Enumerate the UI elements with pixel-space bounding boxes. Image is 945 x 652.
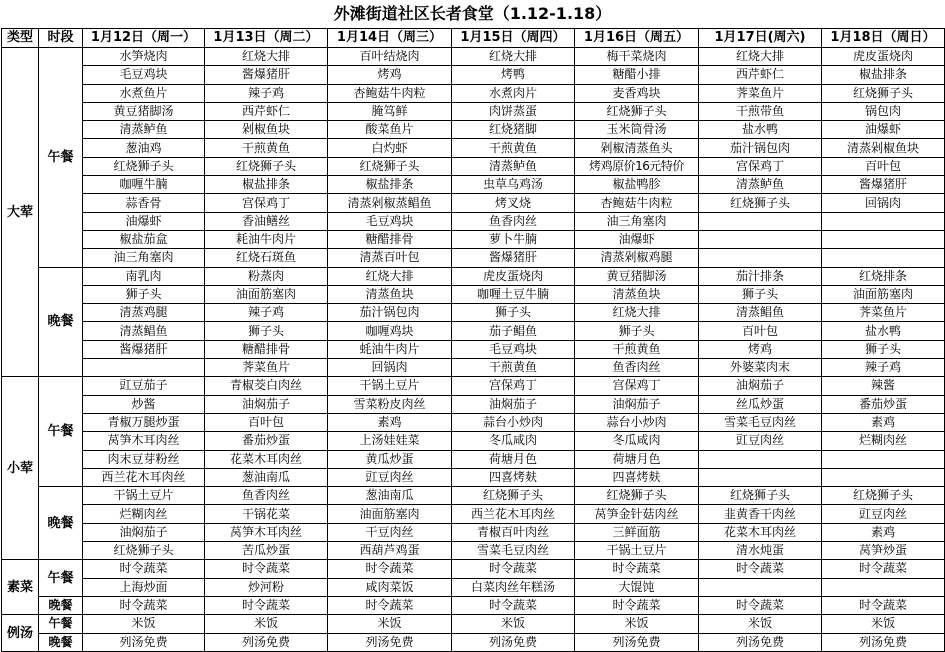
dish-cell: 椒盐茄盒 (83, 230, 205, 248)
dish-cell: 百叶包 (699, 322, 822, 340)
dish-cell: 宫保鸡丁 (699, 157, 822, 175)
table-row (2, 596, 945, 614)
dish-cell: 干锅土豆片 (83, 487, 205, 505)
dish-cell: 水煮肉片 (452, 84, 575, 102)
table-row (2, 176, 945, 194)
dish-cell: 红烧狮子头 (328, 157, 452, 175)
dish-cell: 时令蔬菜 (83, 596, 205, 614)
dish-cell: 椒盐排条 (822, 66, 945, 84)
table-row (2, 157, 945, 175)
dish-cell: 虎皮蛋烧肉 (822, 48, 945, 66)
dish-cell: 酱爆猪肝 (452, 249, 575, 267)
dish-cell: 荷塘月色 (575, 450, 699, 468)
dish-cell: 香油鳝丝 (205, 212, 328, 230)
dish-cell: 清蒸百叶包 (328, 249, 452, 267)
dish-cell: 宫保鸡丁 (205, 194, 328, 212)
dish-cell: 酱爆猪肝 (822, 176, 945, 194)
dish-cell: 蒜台小炒肉 (575, 413, 699, 431)
dish-cell: 油爆虾 (83, 212, 205, 230)
dish-cell: 糖醋排骨 (205, 340, 328, 358)
dish-cell: 葱油鸡 (83, 139, 205, 157)
dish-cell: 油焖茄子 (452, 395, 575, 413)
dish-cell: 西芹虾仁 (205, 102, 328, 120)
dish-cell: 蒜台小炒肉 (452, 413, 575, 431)
dish-cell: 清蒸剁椒蒸鲳鱼 (328, 194, 452, 212)
dish-cell: 油面筋塞肉 (822, 285, 945, 303)
dish-cell: 宫保鸡丁 (452, 377, 575, 395)
dish-cell (822, 468, 945, 486)
dish-cell: 丝瓜炒蛋 (699, 395, 822, 413)
dish-cell: 葱油南瓜 (328, 487, 452, 505)
dish-cell: 时令蔬菜 (822, 560, 945, 578)
meal-period-cell: 午餐 (39, 377, 83, 487)
table-row (2, 578, 945, 596)
meal-period-cell: 午餐 (39, 560, 83, 597)
dish-cell: 四喜烤麸 (575, 468, 699, 486)
dish-cell: 素鸡 (328, 413, 452, 431)
table-row (2, 322, 945, 340)
dish-cell: 米饭 (452, 615, 575, 633)
dish-cell: 大馄饨 (575, 578, 699, 596)
dish-cell: 油爆虾 (575, 230, 699, 248)
dish-cell: 炒河粉 (205, 578, 328, 596)
dish-cell: 油焖茄子 (699, 377, 822, 395)
table-row (2, 377, 945, 395)
dish-cell: 杏鲍菇牛肉粒 (575, 194, 699, 212)
dish-cell: 荷塘月色 (452, 450, 575, 468)
dish-cell: 西葫芦鸡蛋 (328, 542, 452, 560)
dish-cell: 虎皮蛋烧肉 (452, 267, 575, 285)
dish-cell (699, 230, 822, 248)
dish-cell: 四喜烤麸 (452, 468, 575, 486)
table-row (2, 413, 945, 431)
table-row (2, 633, 945, 651)
dish-cell: 油面筋塞肉 (328, 505, 452, 523)
meal-period-cell: 午餐 (39, 48, 83, 268)
dish-cell: 萝卜牛腩 (452, 230, 575, 248)
table-row (2, 450, 945, 468)
table-row (2, 48, 945, 66)
dish-cell: 黄瓜炒蛋 (328, 450, 452, 468)
dish-cell (822, 230, 945, 248)
dish-cell: 青椒茭白肉丝 (205, 377, 328, 395)
dish-cell: 糖醋小排 (575, 66, 699, 84)
dish-cell: 清蒸鲈鱼 (699, 176, 822, 194)
dish-cell: 椒盐鸭胗 (575, 176, 699, 194)
dish-cell (822, 578, 945, 596)
dish-cell: 时令蔬菜 (205, 560, 328, 578)
dish-cell: 烤鸡 (699, 340, 822, 358)
dish-cell: 米饭 (575, 615, 699, 633)
header-day: 1月14日（周三） (328, 29, 452, 48)
dish-cell: 红烧狮子头 (699, 487, 822, 505)
table-row (2, 285, 945, 303)
table-row (2, 249, 945, 267)
dish-cell: 油面筋塞肉 (205, 285, 328, 303)
dish-cell: 酸菜鱼片 (328, 121, 452, 139)
dish-cell: 时令蔬菜 (205, 596, 328, 614)
dish-cell: 米饭 (83, 615, 205, 633)
dish-cell: 红烧狮子头 (452, 487, 575, 505)
dish-cell: 冬瓜咸肉 (452, 432, 575, 450)
dish-cell: 玉米筒骨汤 (575, 121, 699, 139)
table-row (2, 395, 945, 413)
category-cell: 素菜 (2, 560, 39, 615)
dish-cell: 雪菜粉皮肉丝 (328, 395, 452, 413)
dish-cell: 咖喱土豆牛腩 (452, 285, 575, 303)
dish-cell: 清蒸鲳鱼 (699, 304, 822, 322)
dish-cell: 腌笃鲜 (328, 102, 452, 120)
dish-cell: 列汤免费 (699, 633, 822, 651)
dish-cell: 烂糊肉丝 (83, 505, 205, 523)
dish-cell: 干煎黄鱼 (205, 139, 328, 157)
dish-cell: 锅包肉 (822, 102, 945, 120)
header-type: 类型 (2, 29, 39, 48)
dish-cell: 时令蔬菜 (575, 560, 699, 578)
dish-cell: 辣子鸡 (822, 359, 945, 377)
category-cell: 例汤 (2, 615, 39, 652)
dish-cell: 红烧排条 (822, 267, 945, 285)
dish-cell: 辣子鸡 (205, 304, 328, 322)
dish-cell: 剁椒清蒸鱼头 (575, 139, 699, 157)
dish-cell: 雪菜毛豆肉丝 (452, 542, 575, 560)
dish-cell: 炒酱 (83, 395, 205, 413)
dish-cell: 干锅土豆片 (575, 542, 699, 560)
dish-cell: 西兰花木耳肉丝 (83, 468, 205, 486)
dish-cell: 西兰花木耳肉丝 (452, 505, 575, 523)
dish-cell: 辣子鸡 (205, 84, 328, 102)
dish-cell: 回锅肉 (328, 359, 452, 377)
dish-cell: 列汤免费 (83, 633, 205, 651)
dish-cell: 清蒸鱼块 (575, 285, 699, 303)
dish-cell: 莴笋金针菇肉丝 (575, 505, 699, 523)
dish-cell: 干锅土豆片 (328, 377, 452, 395)
dish-cell: 干锅花菜 (205, 505, 328, 523)
dish-cell: 干煎带鱼 (699, 102, 822, 120)
header-period: 时段 (39, 29, 83, 48)
dish-cell: 红烧大排 (699, 48, 822, 66)
dish-cell (699, 468, 822, 486)
dish-cell: 茄汁锅包肉 (328, 304, 452, 322)
dish-cell: 上汤娃娃菜 (328, 432, 452, 450)
dish-cell: 剁椒鱼块 (205, 121, 328, 139)
dish-cell: 椒盐排条 (328, 176, 452, 194)
header-day: 1月12日（周一） (83, 29, 205, 48)
dish-cell: 油爆虾 (822, 121, 945, 139)
dish-cell: 咖喱牛腩 (83, 176, 205, 194)
dish-cell: 椒盐排条 (205, 176, 328, 194)
dish-cell: 水笋烧肉 (83, 48, 205, 66)
dish-cell: 干煎黄鱼 (575, 340, 699, 358)
dish-cell: 烂糊肉丝 (822, 432, 945, 450)
dish-cell: 干煎黄鱼 (452, 139, 575, 157)
dish-cell: 蒜香骨 (83, 194, 205, 212)
header-day: 1月18日（周日） (822, 29, 945, 48)
dish-cell: 时令蔬菜 (699, 596, 822, 614)
dish-cell: 盐水鸭 (822, 322, 945, 340)
dish-cell (83, 359, 205, 377)
dish-cell: 上海炒面 (83, 578, 205, 596)
dish-cell: 清蒸剁椒鱼块 (822, 139, 945, 157)
table-row (2, 560, 945, 578)
dish-cell: 列汤免费 (328, 633, 452, 651)
table-row (2, 212, 945, 230)
dish-cell: 列汤免费 (452, 633, 575, 651)
dish-cell: 豇豆肉丝 (328, 468, 452, 486)
dish-cell: 列汤免费 (575, 633, 699, 651)
dish-cell: 油焖茄子 (83, 523, 205, 541)
dish-cell: 狮子头 (205, 322, 328, 340)
dish-cell: 韭黄香干肉丝 (699, 505, 822, 523)
dish-cell: 油三角塞肉 (575, 212, 699, 230)
dish-cell: 列汤免费 (205, 633, 328, 651)
dish-cell: 油焖茄子 (575, 395, 699, 413)
dish-cell: 红烧大排 (328, 267, 452, 285)
dish-cell: 米饭 (205, 615, 328, 633)
dish-cell: 糖醋排骨 (328, 230, 452, 248)
dish-cell: 虫草乌鸡汤 (452, 176, 575, 194)
header-row (2, 29, 945, 48)
dish-cell (822, 212, 945, 230)
dish-cell: 回锅肉 (822, 194, 945, 212)
dish-cell: 肉饼蒸蛋 (452, 102, 575, 120)
table-row (2, 121, 945, 139)
dish-cell: 时令蔬菜 (328, 560, 452, 578)
dish-cell: 红烧狮子头 (822, 487, 945, 505)
table-row (2, 66, 945, 84)
dish-cell: 咖喱鸡块 (328, 322, 452, 340)
table-row (2, 487, 945, 505)
table-row (2, 359, 945, 377)
dish-cell: 茄汁锅包肉 (699, 139, 822, 157)
dish-cell: 列汤免费 (822, 633, 945, 651)
dish-cell: 荠菜鱼片 (822, 304, 945, 322)
dish-cell: 鱼香肉丝 (575, 359, 699, 377)
table-row (2, 340, 945, 358)
dish-cell: 豇豆茄子 (83, 377, 205, 395)
dish-cell: 狮子头 (822, 340, 945, 358)
dish-cell: 苦瓜炒蛋 (205, 542, 328, 560)
dish-cell: 狮子头 (699, 285, 822, 303)
dish-cell (822, 450, 945, 468)
dish-cell: 外婆菜肉末 (699, 359, 822, 377)
dish-cell: 红烧石斑鱼 (205, 249, 328, 267)
dish-cell: 西芹虾仁 (699, 66, 822, 84)
table-row (2, 468, 945, 486)
dish-cell: 宫保鸡丁 (575, 377, 699, 395)
dish-cell: 杏鲍菇牛肉粒 (328, 84, 452, 102)
meal-period-cell: 午餐 (39, 615, 83, 633)
dish-cell: 烤鸭 (452, 66, 575, 84)
dish-cell: 莴笋炒蛋 (822, 542, 945, 560)
header-day: 1月15日（周四） (452, 29, 575, 48)
header-day: 1月16日（周五） (575, 29, 699, 48)
category-cell: 小荤 (2, 377, 39, 560)
dish-cell: 粉蒸肉 (205, 267, 328, 285)
dish-cell: 素鸡 (822, 523, 945, 541)
dish-cell: 莴笋木耳肉丝 (83, 432, 205, 450)
table-row (2, 102, 945, 120)
dish-cell: 白灼虾 (328, 139, 452, 157)
menu-title: 外滩街道社区长者食堂（1.12-1.18） (333, 4, 612, 23)
dish-cell: 盐水鸭 (699, 121, 822, 139)
dish-cell: 烤鸡原价16元特价 (575, 157, 699, 175)
dish-cell: 清蒸鲈鱼 (83, 121, 205, 139)
dish-cell: 时令蔬菜 (83, 560, 205, 578)
meal-period-cell: 晚餐 (39, 596, 83, 614)
table-row (2, 194, 945, 212)
dish-cell: 百叶包 (822, 157, 945, 175)
dish-cell: 肉末豆芽粉丝 (83, 450, 205, 468)
dish-cell: 油焖茄子 (205, 395, 328, 413)
dish-cell: 烤叉烧 (452, 194, 575, 212)
dish-cell: 红烧狮子头 (575, 102, 699, 120)
dish-cell: 狮子头 (575, 322, 699, 340)
dish-cell: 豇豆肉丝 (822, 505, 945, 523)
category-cell: 大荤 (2, 48, 39, 377)
dish-cell: 时令蔬菜 (452, 596, 575, 614)
meal-period-cell: 晚餐 (39, 633, 83, 651)
dish-cell: 红烧狮子头 (83, 157, 205, 175)
dish-cell: 油三角塞肉 (83, 249, 205, 267)
meal-period-cell: 晚餐 (39, 267, 83, 377)
dish-cell: 烤鸡 (328, 66, 452, 84)
table-row (2, 267, 945, 285)
dish-cell: 红烧狮子头 (205, 157, 328, 175)
dish-cell: 花菜木耳肉丝 (205, 450, 328, 468)
dish-cell: 雪菜毛豆肉丝 (699, 413, 822, 431)
dish-cell: 蚝油牛肉片 (328, 340, 452, 358)
dish-cell: 茄子鲳鱼 (452, 322, 575, 340)
dish-cell: 红烧大排 (452, 48, 575, 66)
dish-cell: 米饭 (699, 615, 822, 633)
dish-cell: 清蒸鲳鱼 (83, 322, 205, 340)
weekly-menu-table (1, 28, 945, 652)
dish-cell: 鱼香肉丝 (452, 212, 575, 230)
table-row (2, 615, 945, 633)
dish-cell: 百叶结烧肉 (328, 48, 452, 66)
dish-cell: 葱油南瓜 (205, 468, 328, 486)
dish-cell: 茄汁排条 (699, 267, 822, 285)
dish-cell: 清水炖蛋 (699, 542, 822, 560)
dish-cell (822, 249, 945, 267)
dish-cell (699, 212, 822, 230)
table-row (2, 230, 945, 248)
dish-cell: 狮子头 (452, 304, 575, 322)
dish-cell: 狮子头 (83, 285, 205, 303)
header-day: 1月13日（周二） (205, 29, 328, 48)
dish-cell (699, 450, 822, 468)
dish-cell: 清蒸剁椒鸡腿 (575, 249, 699, 267)
dish-cell: 荠菜鱼片 (205, 359, 328, 377)
dish-cell: 青椒万腿炒蛋 (83, 413, 205, 431)
dish-cell: 辣酱 (822, 377, 945, 395)
dish-cell: 红烧大排 (575, 304, 699, 322)
dish-cell: 米饭 (328, 615, 452, 633)
dish-cell: 花菜木耳肉丝 (699, 523, 822, 541)
dish-cell: 鱼香肉丝 (205, 487, 328, 505)
dish-cell: 红烧猪脚 (452, 121, 575, 139)
dish-cell: 荠菜鱼片 (699, 84, 822, 102)
dish-cell: 清蒸鸡腿 (83, 304, 205, 322)
dish-cell: 番茄炒蛋 (822, 395, 945, 413)
dish-cell: 清蒸鲈鱼 (452, 157, 575, 175)
dish-cell: 干豆肉丝 (328, 523, 452, 541)
header-day: 1月17日(周六) (699, 29, 822, 48)
dish-cell: 时令蔬菜 (575, 596, 699, 614)
dish-cell: 清蒸鱼块 (328, 285, 452, 303)
dish-cell: 百叶包 (205, 413, 328, 431)
table-row (2, 84, 945, 102)
meal-period-cell: 晚餐 (39, 487, 83, 560)
menu-body (2, 48, 945, 652)
dish-cell: 红烧狮子头 (83, 542, 205, 560)
dish-cell: 耗油牛肉片 (205, 230, 328, 248)
table-row (2, 304, 945, 322)
dish-cell: 咸肉菜饭 (328, 578, 452, 596)
dish-cell: 水煮鱼片 (83, 84, 205, 102)
dish-cell: 番茄炒蛋 (205, 432, 328, 450)
table-row (2, 432, 945, 450)
dish-cell: 红烧大排 (205, 48, 328, 66)
dish-cell: 时令蔬菜 (328, 596, 452, 614)
table-row (2, 523, 945, 541)
table-row (2, 505, 945, 523)
dish-cell: 毛豆鸡块 (328, 212, 452, 230)
dish-cell: 豇豆肉丝 (699, 432, 822, 450)
dish-cell: 南乳肉 (83, 267, 205, 285)
dish-cell: 毛豆鸡块 (83, 66, 205, 84)
dish-cell: 三鲜面筋 (575, 523, 699, 541)
dish-cell (699, 578, 822, 596)
dish-cell: 酱爆猪肝 (83, 340, 205, 358)
dish-cell (699, 249, 822, 267)
dish-cell: 酱爆猪肝 (205, 66, 328, 84)
dish-cell: 时令蔬菜 (452, 560, 575, 578)
dish-cell: 麦香鸡块 (575, 84, 699, 102)
dish-cell: 红烧狮子头 (575, 487, 699, 505)
dish-cell: 冬瓜咸肉 (575, 432, 699, 450)
dish-cell: 毛豆鸡块 (452, 340, 575, 358)
dish-cell: 素鸡 (822, 413, 945, 431)
dish-cell: 米饭 (822, 615, 945, 633)
dish-cell: 时令蔬菜 (822, 596, 945, 614)
dish-cell: 黄豆猪脚汤 (83, 102, 205, 120)
dish-cell: 红烧狮子头 (822, 84, 945, 102)
table-row (2, 139, 945, 157)
dish-cell: 红烧狮子头 (699, 194, 822, 212)
dish-cell: 白菜肉丝年糕汤 (452, 578, 575, 596)
dish-cell: 干煎黄鱼 (452, 359, 575, 377)
dish-cell: 青椒百叶肉丝 (452, 523, 575, 541)
dish-cell: 莴笋木耳肉丝 (205, 523, 328, 541)
table-row (2, 542, 945, 560)
dish-cell: 黄豆猪脚汤 (575, 267, 699, 285)
dish-cell: 梅干菜烧肉 (575, 48, 699, 66)
dish-cell: 时令蔬菜 (699, 560, 822, 578)
